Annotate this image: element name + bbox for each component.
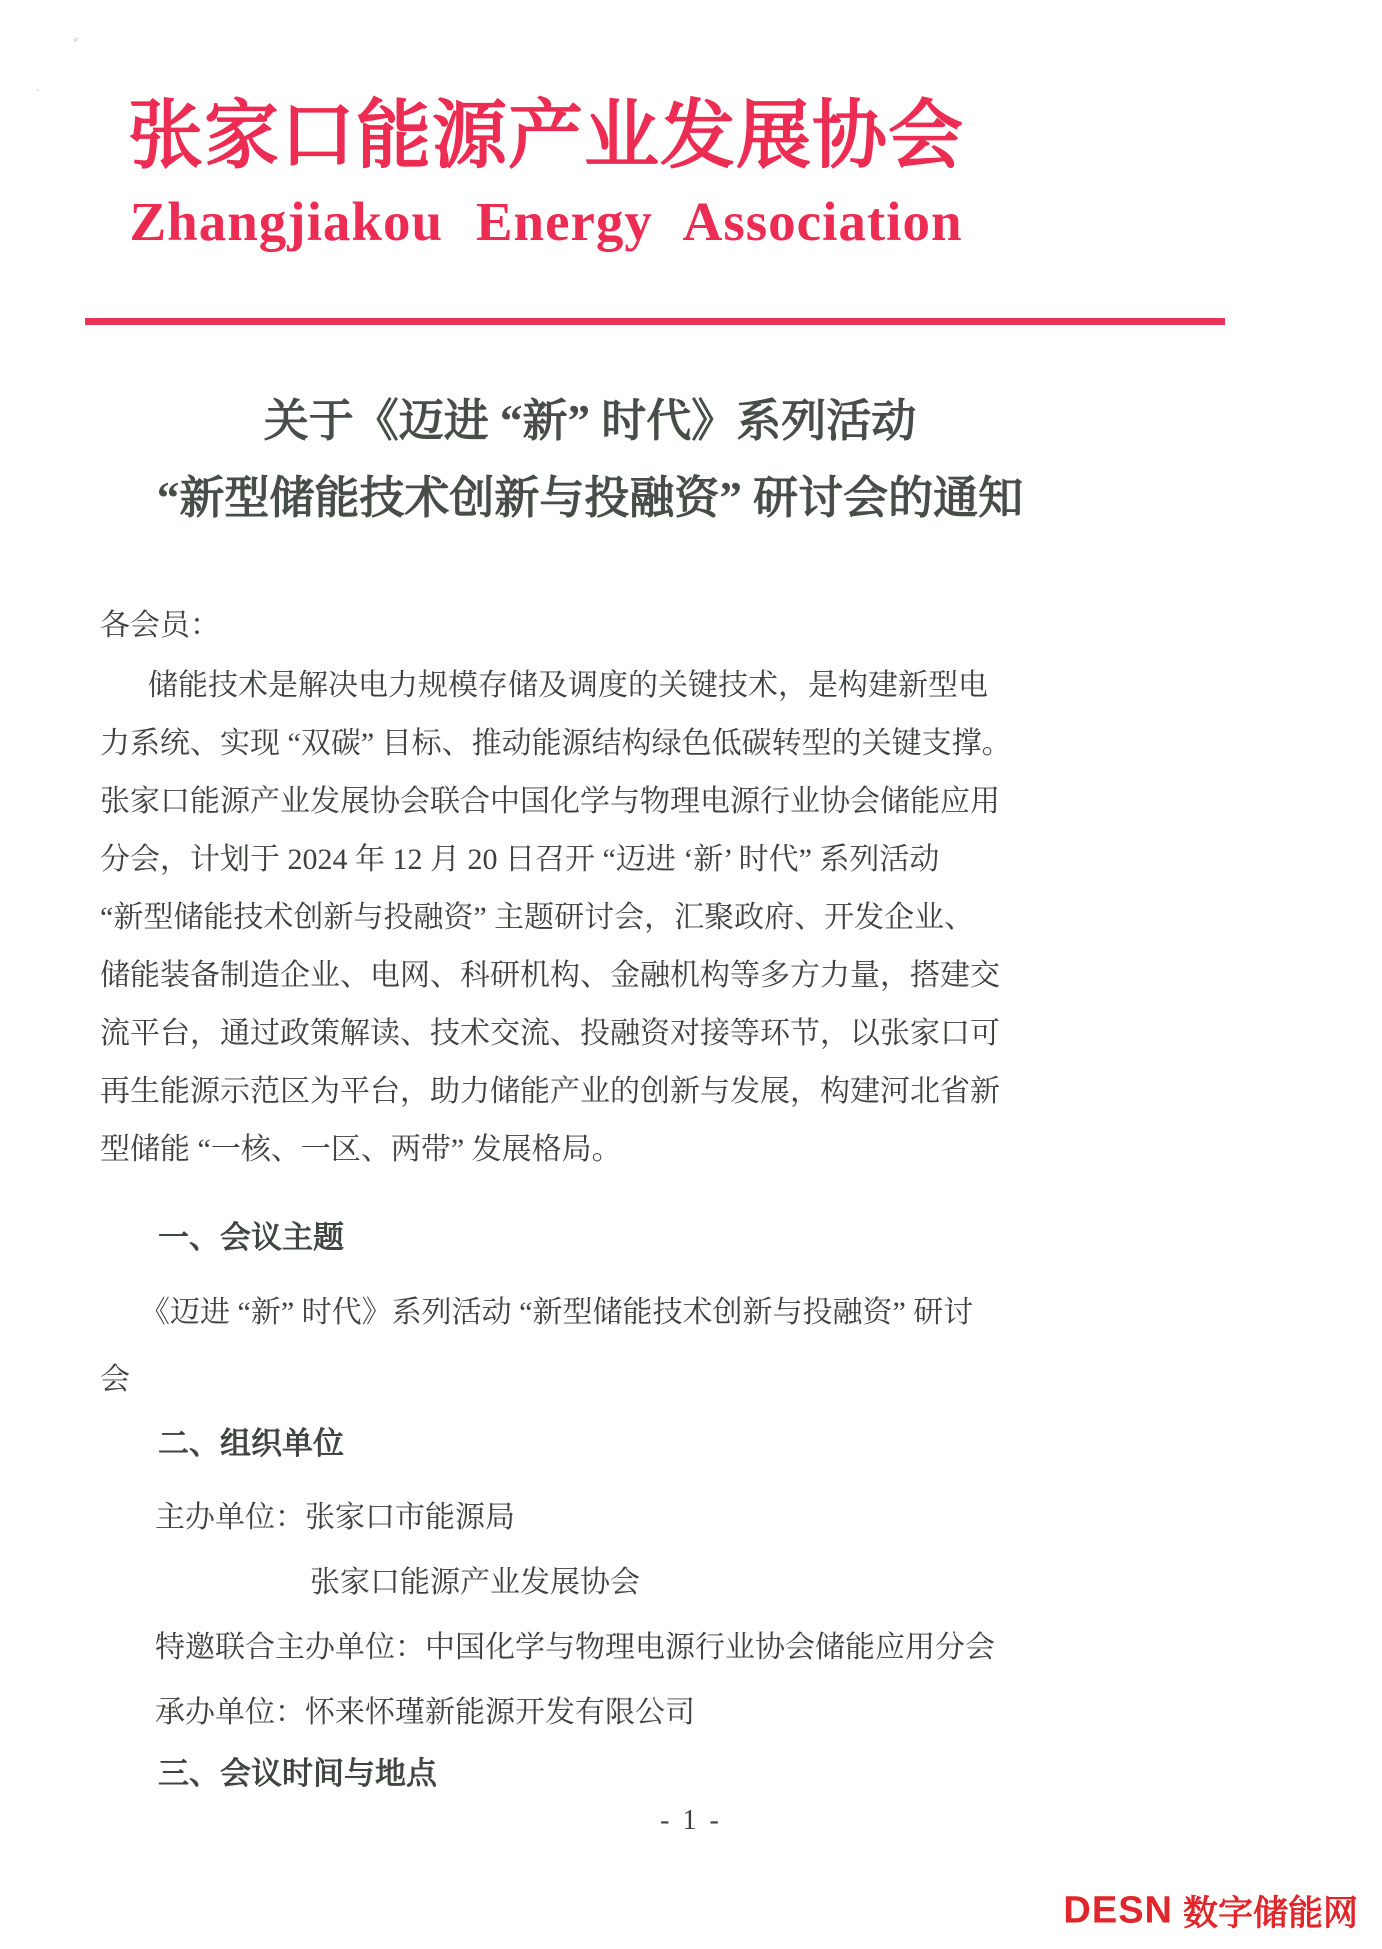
scan-artifact: . — [36, 80, 40, 95]
paragraph-line: 张家口能源产业发展协会联合中国化学与物理电源行业协会储能应用 — [100, 785, 1000, 818]
paragraph-line: 储能装备制造企业、电网、科研机构、金融机构等多方力量，搭建交 — [100, 959, 1000, 992]
logo-desn-text: DESN — [1063, 1889, 1173, 1932]
paragraph-line: 分会，计划于 2024 年 12 月 20 日召开 “迈进 ‘新’ 时代” 系列活动 — [100, 843, 940, 876]
org-name-english: Zhangjiakou Energy Association — [129, 191, 963, 252]
document-title — [85, 383, 1095, 537]
topic-line-2: 会 — [100, 1363, 130, 1396]
paragraph-line: “新型储能技术创新与投融资” 主题研讨会，汇聚政府、开发企业、 — [100, 901, 975, 934]
org-name-chinese: 张家口能源产业发展协会 — [127, 93, 964, 177]
host-unit-line: 主办单位：张家口市能源局 — [155, 1501, 515, 1534]
title-line-1: 关于《迈进 “新” 时代》系列活动 — [263, 396, 917, 446]
paragraph-line: 储能技术是解决电力规模存储及调度的关键技术，是构建新型电 — [148, 669, 988, 702]
paragraph-line: 力系统、实现 “双碳” 目标、推动能源结构绿色低碳转型的关键支撑。 — [100, 727, 1012, 760]
letterhead — [0, 0, 1382, 325]
section-heading-time-location: 三、会议时间与地点 — [158, 1756, 437, 1791]
salutation: 各会员： — [100, 609, 220, 642]
special-cohost-line: 特邀联合主办单位：中国化学与物理电源行业协会储能应用分会 — [155, 1631, 995, 1664]
site-logo — [1063, 1886, 1358, 1936]
paragraph-line: 再生能源示范区为平台，助力储能产业的创新与发展，构建河北省新 — [100, 1075, 1000, 1108]
paragraph-line: 流平台，通过政策解读、技术交流、投融资对接等环节，以张家口可 — [100, 1017, 1000, 1050]
document-body — [100, 595, 1015, 1803]
logo-site-name: 数字储能网 — [1182, 1894, 1358, 1933]
section-heading-meeting-topic: 一、会议主题 — [158, 1220, 344, 1255]
intro-paragraph — [100, 657, 1015, 1179]
paragraph-line: 型储能 “一核、一区、两带” 发展格局。 — [100, 1133, 622, 1166]
undertaker-line: 承办单位：怀来怀瑾新能源开发有限公司 — [155, 1696, 695, 1729]
host-unit-line-2: 张家口能源产业发展协会 — [310, 1566, 640, 1599]
scan-artifact: ‘ — [64, 32, 83, 55]
section-heading-organizers: 二、组织单位 — [158, 1426, 344, 1461]
title-line-2: “新型储能技术创新与投融资” 研讨会的通知 — [156, 473, 1024, 523]
topic-line-1: 《迈进 “新” 时代》系列活动 “新型储能技术创新与投融资” 研讨 — [140, 1296, 974, 1329]
page-number: - 1 - — [660, 1805, 722, 1836]
letterhead-rule — [85, 318, 1225, 325]
